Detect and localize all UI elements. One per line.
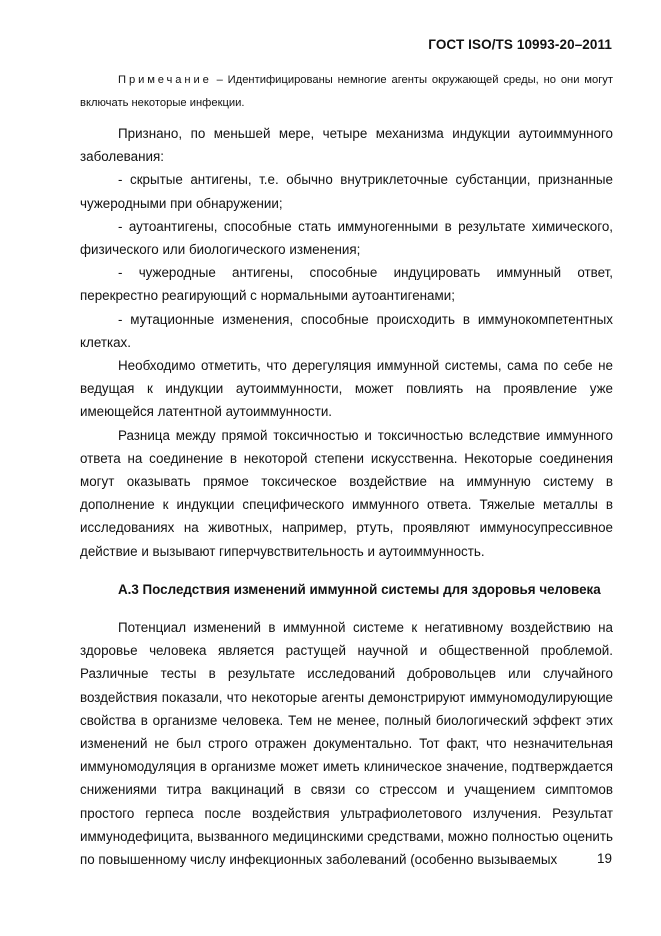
paragraph-mechanisms-intro: Признано, по меньшей мере, четыре механизма индукции аутоиммунного заболевания: bbox=[80, 126, 613, 165]
note-label: Примечание bbox=[118, 74, 212, 86]
list-item-hidden-antigens: - скрытые антигены, т.е. обычно внутриклеточные субстанции, признанные чужеродными при обнаружении; bbox=[80, 172, 613, 211]
paragraph-direct-toxicity: Разница между прямой токсичностью и токсичностью вследствие иммунного ответа на соединение в некоторой степени искусственна. Некоторые соединения могут оказывать прямое токсическое воздействие на иммунную систему в дополнение к индукции специфического иммунного ответа. Тяжелые металлы в исследованиях на животных, например, ртуть, проявляют иммуносупрессивное действие и вызывают гиперчувствительность и аутоиммунность. bbox=[80, 427, 613, 559]
document-code-header: ГОСТ ISO/TS 10993-20–2011 bbox=[428, 37, 612, 52]
page-number: 19 bbox=[596, 851, 612, 866]
list-item-mutational-changes: - мутационные изменения, способные происходить в иммунокомпетентных клетках. bbox=[80, 311, 613, 350]
note-block bbox=[80, 69, 613, 115]
paragraph-dysregulation: Необходимо отметить, что дерегуляция иммунной системы, сама по себе не ведущая к индукции аутоиммунности, может повлиять на проявление уже имеющейся латентной аутоиммунности. bbox=[80, 358, 613, 420]
document-body bbox=[80, 69, 613, 871]
list-item-autoantigens: - аутоантигены, способные стать иммуногенными в результате химического, физического или биологического изменения; bbox=[80, 218, 613, 258]
paragraph-immune-changes-health: Потенциал изменений в иммунной системе к негативному воздействию на здоровье человека является растущей научной и общественной проблемой. Различные тесты в результате исследований добровольцев или случайного воздействия показали, что некоторые агенты демонстрируют иммуномодулирующие свойства в организме человека. Тем не менее, полный биологический эффект этих изменений не был строго отражен документально. Тот факт, что незначительная иммуномодуляция в организме может иметь клиническое значение, подтверждается снижениями титра вакцинаций в связи со стрессом и учащением симптомов простого герпеса после воздействия ультрафиолетового излучения. Результат иммунодефицита, вызванного медицинскими средствами, можно полностью оценить по повышенному числу инфекционных заболеваний (особенно вызываемых bbox=[80, 620, 613, 868]
list-item-foreign-antigens: - чужеродные антигены, способные индуцировать иммунный ответ, перекрестно реагирующий с нормальными аутоантигенами; bbox=[80, 265, 613, 304]
note-text: – Идентифицированы немногие агенты окружающей среды, но они могут включать некоторые инфекции. bbox=[80, 74, 614, 109]
section-heading-a3: А.3 Последствия изменений иммунной системы для здоровья человека bbox=[118, 581, 601, 597]
